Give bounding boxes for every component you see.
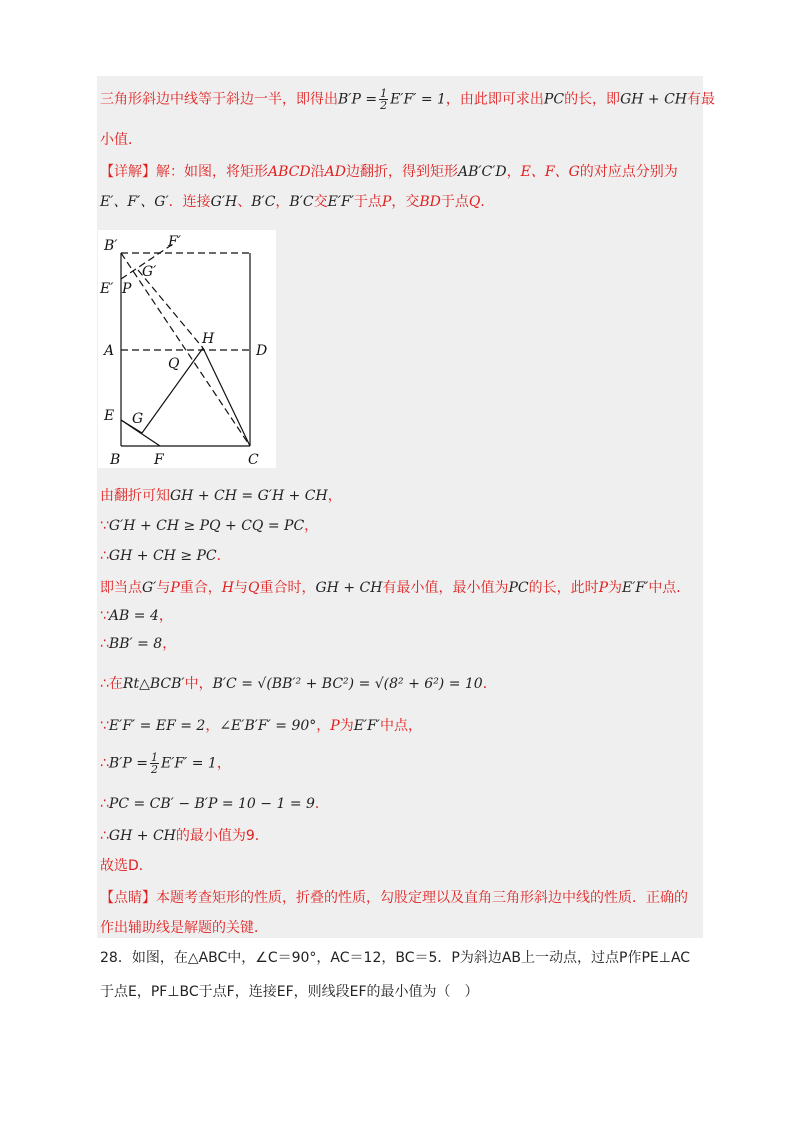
step-9 xyxy=(100,752,231,775)
geometry-figure xyxy=(98,230,276,468)
label-b1: B′ xyxy=(104,238,118,254)
text: 、 xyxy=(237,194,252,210)
step-4 xyxy=(100,578,690,598)
text: ， xyxy=(162,636,177,652)
text: 本题考查矩形的性质，折叠的性质，勾股定理以及直角三角形斜边中线的性质．正确的 xyxy=(156,890,688,906)
solution-line-2 xyxy=(100,130,142,150)
fraction xyxy=(379,88,388,111)
text: ， xyxy=(205,718,220,734)
formula: E′F′ = EF = 2 xyxy=(108,718,206,734)
fraction xyxy=(150,752,159,775)
formula: E′F′ xyxy=(353,718,380,734)
denominator: 2 xyxy=(151,763,158,776)
text: 解：如图，将矩形 xyxy=(156,164,268,180)
text: ， xyxy=(158,608,173,624)
text: ∵ xyxy=(100,718,109,734)
text: 28．如图，在△ABC中，∠C＝90°，AC＝12，BC＝5．P为斜边AB上一动点，过点P作PE⊥AC xyxy=(100,950,691,966)
formula: GH + CH xyxy=(620,91,688,108)
formula: GH + CH xyxy=(108,828,176,844)
text: ，由此即可求出 xyxy=(445,91,544,108)
formula: H xyxy=(221,580,235,596)
step-8 xyxy=(100,716,422,736)
label-h: H xyxy=(202,331,215,347)
label-b: B xyxy=(110,452,121,468)
text: 有最小值，最小值为 xyxy=(382,580,509,596)
comment-line-1 xyxy=(100,888,688,908)
formula: PC = CB′ − B′P = 10 − 1 = 9 xyxy=(108,796,315,812)
text: ，交 xyxy=(391,194,420,210)
formula: GH + CH = G′H + CH xyxy=(170,488,328,504)
text: 于点 xyxy=(440,194,469,210)
segment-hc xyxy=(203,348,250,446)
step-11 xyxy=(100,826,269,846)
formula: Rt△BCB′ xyxy=(122,676,185,692)
text: 的对应点分别为 xyxy=(579,164,678,180)
text: ∴在 xyxy=(100,676,123,692)
step-6 xyxy=(100,634,176,654)
text: 三角形斜边中线等于斜边一半，即得出 xyxy=(100,91,338,108)
formula: G′ xyxy=(142,580,157,596)
text: ， xyxy=(304,518,319,534)
text: 于点E，PF⊥BC于点F，连接EF，则线段EF的最小值为（ ） xyxy=(100,984,479,1000)
text: ． xyxy=(314,796,329,812)
formula: G′H + CH ≥ PQ + CQ = PC xyxy=(108,518,305,534)
label-c: C xyxy=(248,452,259,468)
text: 中， xyxy=(184,676,213,692)
text: 的长，此时 xyxy=(528,580,599,596)
text: 为 xyxy=(608,580,623,596)
geometry-svg xyxy=(98,230,276,468)
question-28-line-2 xyxy=(100,982,479,1002)
text: 故选D． xyxy=(100,858,153,874)
step-12 xyxy=(100,856,153,876)
step-1 xyxy=(100,486,342,506)
segment-g1h xyxy=(138,270,203,348)
label-q: Q xyxy=(168,356,180,372)
formula: Q xyxy=(248,580,260,596)
formula: BD xyxy=(419,194,441,210)
text: 中点． xyxy=(648,580,691,596)
formula: B′C xyxy=(251,194,276,210)
text: 于点 xyxy=(353,194,382,210)
step-3 xyxy=(100,546,231,566)
text: 由翻折可知 xyxy=(100,488,170,504)
text: 的长，即 xyxy=(564,91,621,108)
label-f: F xyxy=(154,452,164,468)
formula: E′F′ = 1 xyxy=(390,91,446,108)
text: 有最 xyxy=(687,91,716,108)
text: 重合， xyxy=(179,580,222,596)
text: 作出辅助线是解题的关键． xyxy=(100,920,268,936)
formula: P xyxy=(598,580,609,596)
text: 小值． xyxy=(100,132,142,148)
text: ∴ xyxy=(100,828,109,844)
formula: ∠E′B′F′ = 90° xyxy=(219,718,317,734)
text: ． xyxy=(482,676,497,692)
solution-line-1 xyxy=(100,88,715,111)
formula: AD xyxy=(324,164,346,180)
text: ， xyxy=(506,164,521,180)
label-g: G xyxy=(132,411,144,427)
formula: E′、F′、G′ xyxy=(100,194,169,210)
formula: B′P = xyxy=(108,755,148,772)
text: 沿 xyxy=(310,164,325,180)
formula: GH + CH xyxy=(315,580,383,596)
text: ， xyxy=(327,488,342,504)
detail-tag: 【详解】 xyxy=(100,164,156,180)
formula: E′F′ xyxy=(327,194,354,210)
formula: B′C xyxy=(289,194,314,210)
text: 与 xyxy=(234,580,249,596)
numerator: 1 xyxy=(151,751,158,764)
text: ∵ xyxy=(100,518,109,534)
label-p: P xyxy=(122,281,132,297)
text: ∴ xyxy=(100,548,109,564)
formula: AB′C′D xyxy=(457,164,507,180)
formula: ABCD xyxy=(268,164,311,180)
comment-line-2 xyxy=(100,918,268,938)
text: ， xyxy=(275,194,290,210)
step-7 xyxy=(100,674,497,694)
text: 重合时， xyxy=(259,580,316,596)
text: ， xyxy=(316,718,331,734)
label-f1: F′ xyxy=(168,234,181,250)
formula: P xyxy=(381,194,392,210)
solution-line-4 xyxy=(100,192,494,212)
text: 即当点 xyxy=(100,580,142,596)
numerator: 1 xyxy=(380,87,388,100)
text: ． xyxy=(216,548,231,564)
solution-line-3 xyxy=(100,162,678,182)
formula: B′P = xyxy=(338,91,378,108)
formula: P xyxy=(170,580,180,596)
text: 中点， xyxy=(379,718,422,734)
text: ， xyxy=(216,755,231,772)
formula: AB = 4 xyxy=(108,608,159,624)
question-28-line-1 xyxy=(100,948,690,968)
label-e1: E′ xyxy=(100,281,114,297)
text: 为 xyxy=(339,718,354,734)
text: ∵ xyxy=(100,608,109,624)
formula: E、F、G xyxy=(520,164,580,180)
formula: PC xyxy=(508,580,529,596)
text: ． xyxy=(480,194,495,210)
step-5 xyxy=(100,606,173,626)
text: 交 xyxy=(313,194,328,210)
text: 与 xyxy=(156,580,171,596)
step-10 xyxy=(100,794,329,814)
denominator: 2 xyxy=(380,99,388,112)
text: ∴ xyxy=(100,636,109,652)
formula: P xyxy=(330,718,340,734)
text: 边翻折，得到矩形 xyxy=(345,164,458,180)
comment-tag: 【点睛】 xyxy=(100,890,156,906)
formula: B′C = √(BB′² + BC²) = √(8² + 6²) = 10 xyxy=(212,676,483,692)
formula: BB′ = 8 xyxy=(108,636,163,652)
formula: G′H xyxy=(210,194,238,210)
formula: E′F′ xyxy=(622,580,649,596)
text: ∴ xyxy=(100,755,109,772)
formula: PC xyxy=(543,91,565,108)
text: ∴ xyxy=(100,796,109,812)
label-d: D xyxy=(256,343,268,359)
formula: Q xyxy=(468,194,481,210)
text: 的最小值为9． xyxy=(175,828,269,844)
step-2 xyxy=(100,516,318,536)
label-e: E xyxy=(104,408,115,424)
label-a: A xyxy=(104,343,115,359)
formula: GH + CH ≥ PC xyxy=(108,548,217,564)
formula: E′F′ = 1 xyxy=(161,755,217,772)
label-g1: G′ xyxy=(142,264,157,280)
text: ．连接 xyxy=(168,194,211,210)
